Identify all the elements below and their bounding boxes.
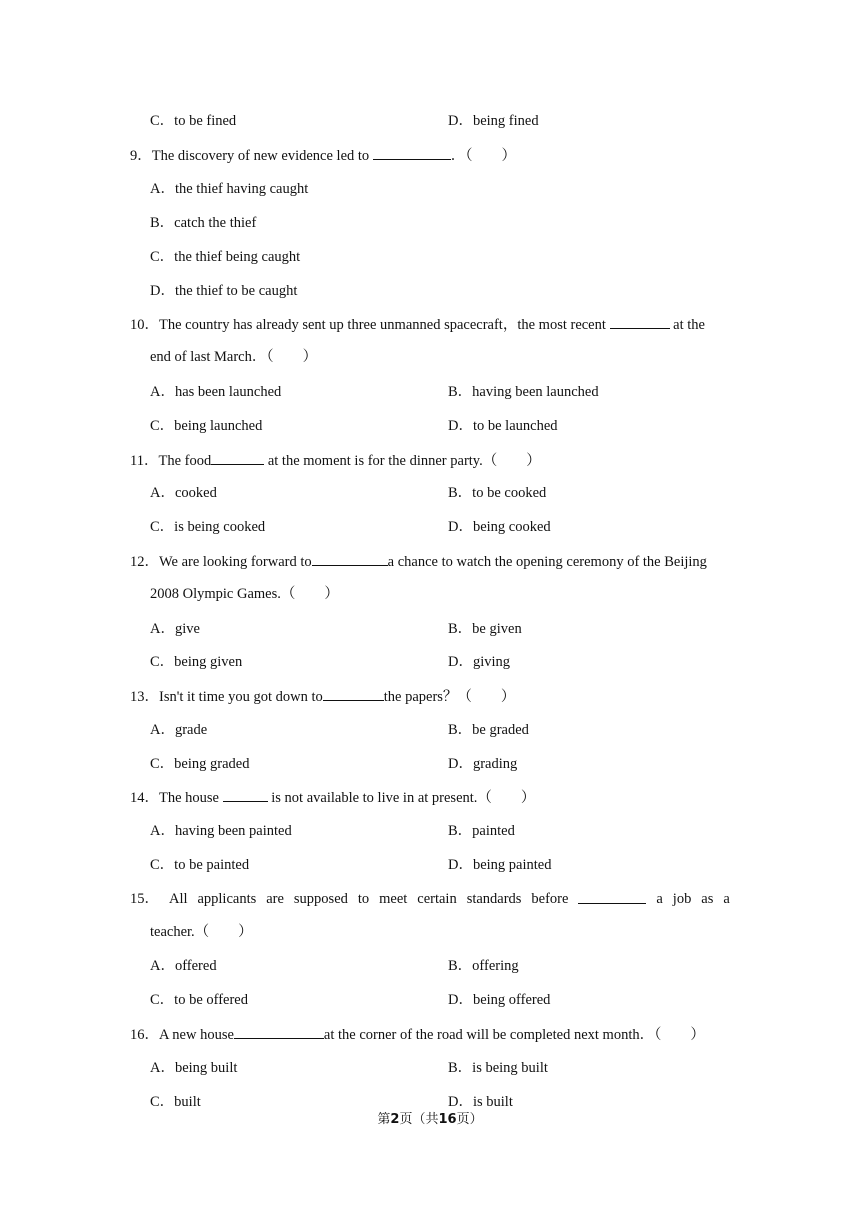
q15-word: a	[656, 891, 663, 907]
footer-page-number: 2	[390, 1112, 400, 1127]
q13-option-b: B．be graded	[448, 722, 529, 738]
q15-word: before	[531, 891, 569, 907]
q14-option-d: D．being painted	[448, 857, 552, 873]
q12-option-d: D．giving	[448, 654, 511, 670]
q11-stem-start: 11．The food	[130, 453, 212, 469]
q11-option-c: C．is being cooked	[150, 519, 266, 535]
q13-option-d: D．grading	[448, 756, 518, 772]
q15-word: All	[168, 891, 188, 907]
q14-option-a: A．having been painted	[150, 823, 292, 839]
q14-stem-end: is not available to live in at present.（ ）	[267, 790, 536, 806]
q14-option-c: C．to be painted	[150, 857, 250, 873]
q13-stem	[130, 686, 515, 707]
q12-stem-start: 12．We are looking forward to	[130, 554, 312, 570]
q16-stem-end: at the corner of the road will be completed next month．（ ）	[323, 1027, 705, 1043]
q15-option-b: B．offering	[448, 958, 519, 974]
q10-option-d: D．to be launched	[448, 418, 558, 434]
q16-option-b: B．is being built	[448, 1060, 548, 1076]
q9-option-b: B．catch the thief	[150, 215, 257, 231]
q11-stem	[130, 450, 541, 471]
q15-option-a: A．offered	[150, 958, 217, 974]
footer-middle: 页（共	[399, 1112, 439, 1127]
q11-stem-end: at the moment is for the dinner party.（ ）	[264, 453, 541, 469]
q9-stem-start: 9．The discovery of new evidence led to	[130, 148, 373, 164]
q14-stem-start: 14．The house	[130, 790, 223, 806]
page-footer	[0, 1110, 860, 1130]
q15-stem	[130, 889, 730, 909]
q15-word: 15．	[130, 891, 159, 907]
q12-option-b: B．be given	[448, 621, 522, 637]
footer-total-pages: 16	[438, 1112, 457, 1127]
q12-stem	[130, 551, 707, 572]
q10-stem-start: 10．The country has already sent up three unmanned spacecraft，the most recent	[130, 317, 610, 333]
q11-option-a: A．cooked	[150, 485, 217, 501]
footer-suffix: 页）	[456, 1112, 483, 1127]
q16-stem-start: 16．A new house	[130, 1027, 234, 1043]
q13-option-c: C．being graded	[150, 756, 250, 772]
q15-word: as	[701, 891, 714, 907]
q14-option-b: B．painted	[448, 823, 515, 839]
q15-word: meet	[379, 891, 408, 907]
q16-option-a: A．being built	[150, 1060, 238, 1076]
q13-stem-start: 13．Isn't it time you got down to	[130, 689, 323, 705]
q8-option-c: C．to be fined	[150, 113, 237, 129]
q8-option-d: D．being fined	[448, 113, 539, 129]
q13-answer-blank	[323, 686, 384, 701]
q10-stem-line2: end of last March．（ ）	[150, 349, 318, 365]
q15-stem-line2: teacher.（ ）	[150, 924, 253, 940]
q15-word: applicants	[197, 891, 257, 907]
q11-answer-blank	[211, 450, 264, 465]
q16-stem	[130, 1024, 705, 1045]
q16-option-c: C．built	[150, 1094, 201, 1110]
q16-option-d: D．is built	[448, 1094, 513, 1110]
q13-stem-end: the papers？（ ）	[383, 689, 516, 705]
q15-word: are	[266, 891, 284, 907]
q9-option-c: C．the thief being caught	[150, 249, 301, 265]
q9-answer-blank	[373, 145, 451, 160]
footer-prefix: 第	[377, 1112, 391, 1127]
q10-option-c: C．being launched	[150, 418, 263, 434]
q15-answer-blank	[578, 889, 646, 904]
q13-option-a: A．grade	[150, 722, 208, 738]
q15-option-c: C．to be offered	[150, 992, 248, 1008]
q14-stem	[130, 787, 535, 808]
q10-stem	[130, 314, 705, 335]
q12-option-a: A．give	[150, 621, 200, 637]
q10-option-b: B．having been launched	[448, 384, 599, 400]
q15-word: to	[357, 891, 370, 907]
q12-answer-blank	[312, 551, 388, 566]
q9-stem-end: ．（ ）	[450, 148, 517, 164]
q10-answer-blank	[610, 314, 670, 329]
q15-word: standards	[466, 891, 522, 907]
q15-option-d: D．being offered	[448, 992, 551, 1008]
q9-option-d: D．the thief to be caught	[150, 283, 298, 299]
q10-stem-end: at the	[669, 317, 705, 333]
q15-word: supposed	[293, 891, 348, 907]
q12-stem-end: a chance to watch the opening ceremony of the Beijing	[387, 554, 707, 570]
q15-word: a	[723, 891, 730, 907]
q9-option-a: A．the thief having caught	[150, 181, 309, 197]
q16-answer-blank	[234, 1024, 324, 1039]
q12-option-c: C．being given	[150, 654, 243, 670]
q12-stem-line2: 2008 Olympic Games.（ ）	[150, 586, 339, 602]
q11-option-d: D．being cooked	[448, 519, 551, 535]
q11-option-b: B．to be cooked	[448, 485, 547, 501]
q10-option-a: A．has been launched	[150, 384, 282, 400]
q9-stem	[130, 145, 516, 166]
q15-word: certain	[417, 891, 457, 907]
q15-word: job	[672, 891, 692, 907]
q14-answer-blank	[223, 787, 268, 802]
